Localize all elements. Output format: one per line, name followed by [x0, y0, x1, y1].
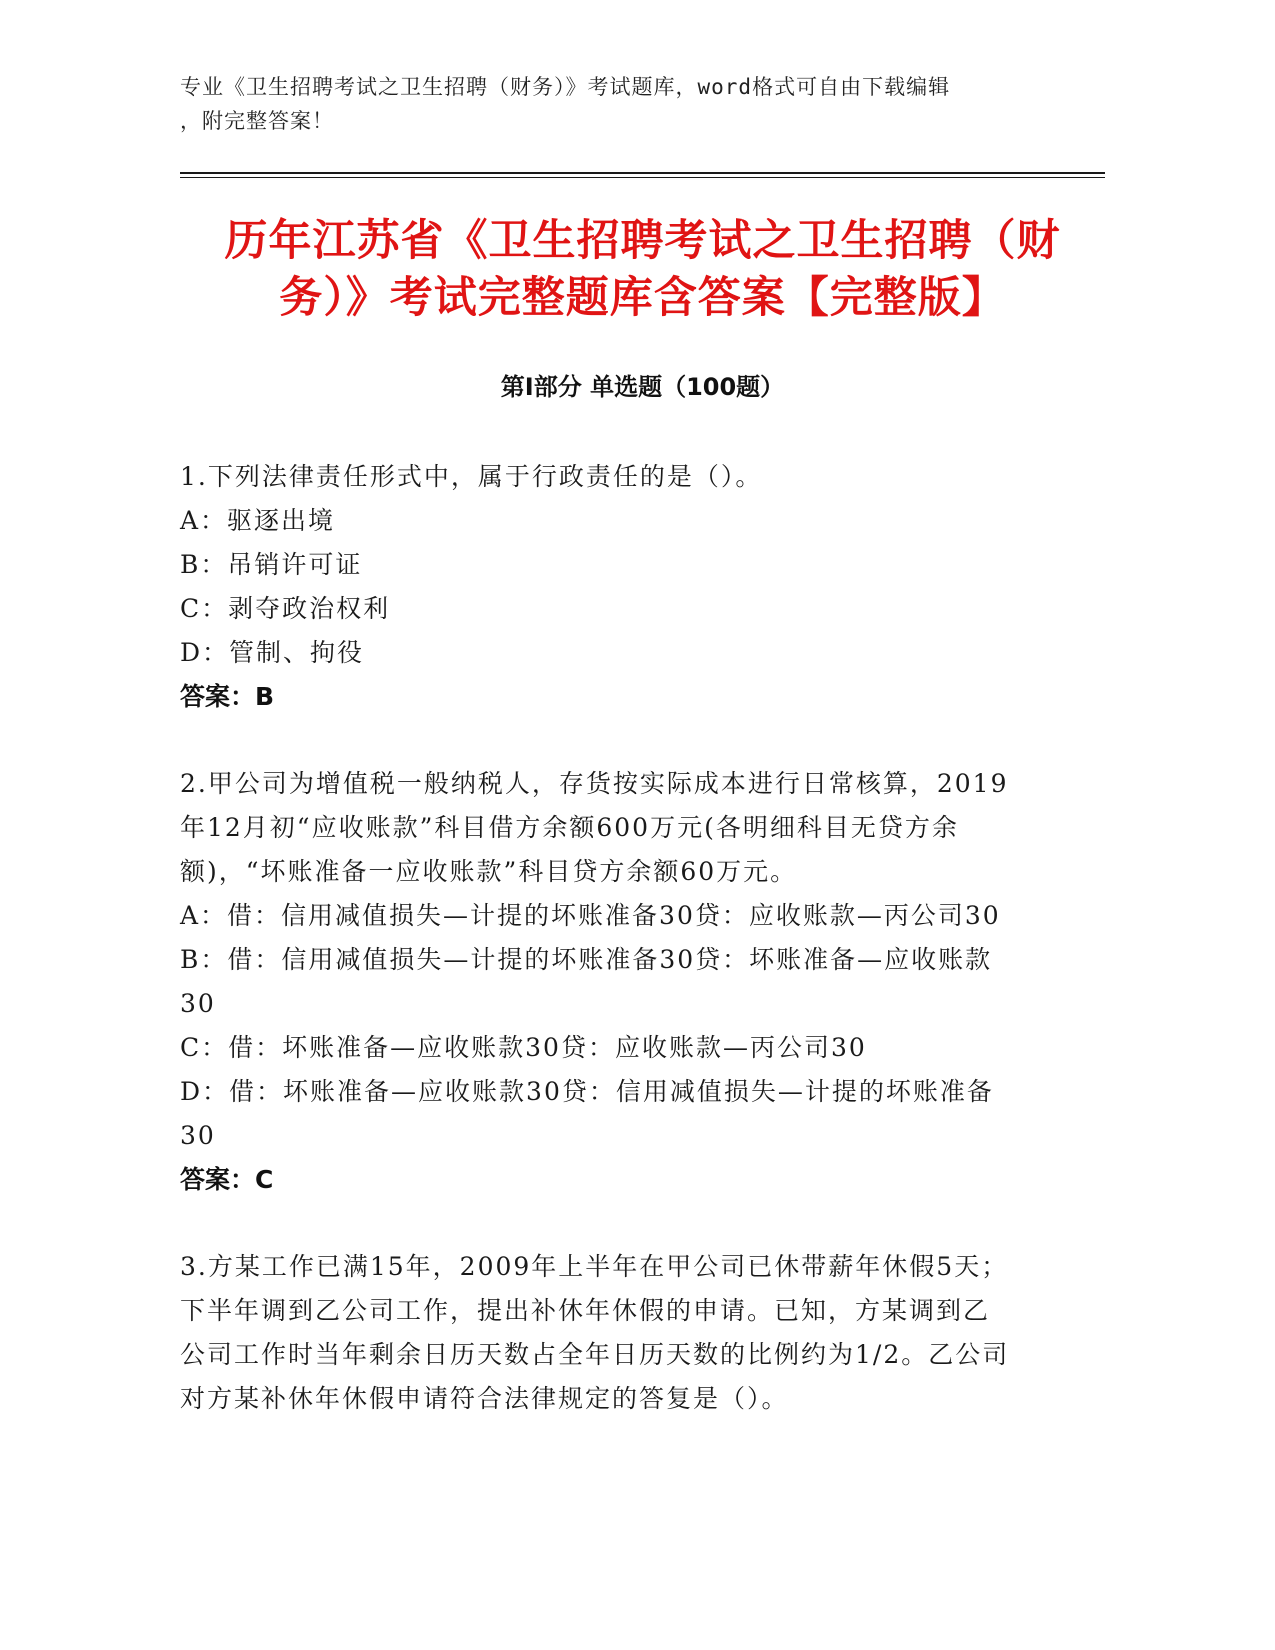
- question-stem-line: 公司工作时当年剩余日历天数占全年日历天数的比例约为1/2。乙公司: [180, 1340, 1010, 1369]
- option-a: A：借：信用减值损失—计提的坏账准备30贷：应收账款—丙公司30: [180, 901, 1001, 930]
- spacer: [180, 719, 1040, 762]
- question-stem-line: 2.甲公司为增值税一般纳税人，存货按实际成本进行日常核算，2019: [180, 769, 1009, 798]
- option-b: B：吊销许可证: [180, 550, 363, 579]
- question-stem-line: 3.方某工作已满15年，2009年上半年在甲公司已休带薪年休假5天；: [180, 1252, 1009, 1281]
- document-title-line-2: 务）》考试完整题库含答案【完整版】: [279, 273, 1006, 323]
- document-title-line-1: 历年江苏省《卫生招聘考试之卫生招聘（财: [224, 216, 1061, 266]
- header-note-line-1: 专业《卫生招聘考试之卫生招聘（财务）》考试题库，word格式可自由下载编辑: [180, 75, 951, 99]
- question-list: [180, 455, 1040, 1421]
- question-stem-line: 对方某补休年休假申请符合法律规定的答复是（）。: [180, 1384, 789, 1413]
- question-stem-line: 下半年调到乙公司工作，提出补休年休假的申请。已知，方某调到乙: [180, 1296, 991, 1325]
- option-b-continued: 30: [180, 989, 216, 1018]
- question-stem-line: 年12月初“应收账款”科目借方余额600万元(各明细科目无贷方余: [180, 813, 959, 842]
- option-d-continued: 30: [180, 1121, 216, 1150]
- question-3: [180, 1245, 1040, 1421]
- option-c: C：剥夺政治权利: [180, 594, 391, 623]
- option-a: A：驱逐出境: [180, 506, 336, 535]
- answer-label: 答案：C: [180, 1165, 274, 1194]
- question-stem: 1.下列法律责任形式中，属于行政责任的是（）。: [180, 462, 763, 491]
- question-stem-line: 额)，“坏账准备一应收账款”科目贷方余额60万元。: [180, 857, 798, 886]
- question-1: [180, 455, 1040, 719]
- option-c: C：借：坏账准备—应收账款30贷：应收账款—丙公司30: [180, 1033, 867, 1062]
- header-divider-thin: [180, 177, 1105, 178]
- question-2: [180, 762, 1040, 1202]
- spacer: [180, 1202, 1040, 1245]
- option-b: B：借：信用减值损失—计提的坏账准备30贷：坏账准备—应收账款: [180, 945, 993, 974]
- header-note-line-2: ，附完整答案！: [180, 109, 334, 133]
- section-title: 第Ⅰ部分 单选题（100题）: [500, 373, 785, 401]
- option-d: D：管制、拘役: [180, 638, 365, 667]
- answer-label: 答案：B: [180, 682, 275, 711]
- header-divider-thick: [180, 172, 1105, 174]
- document-title: [180, 213, 1105, 327]
- header-note: [180, 70, 1040, 138]
- option-d: D：借：坏账准备—应收账款30贷：信用减值损失—计提的坏账准备: [180, 1077, 994, 1106]
